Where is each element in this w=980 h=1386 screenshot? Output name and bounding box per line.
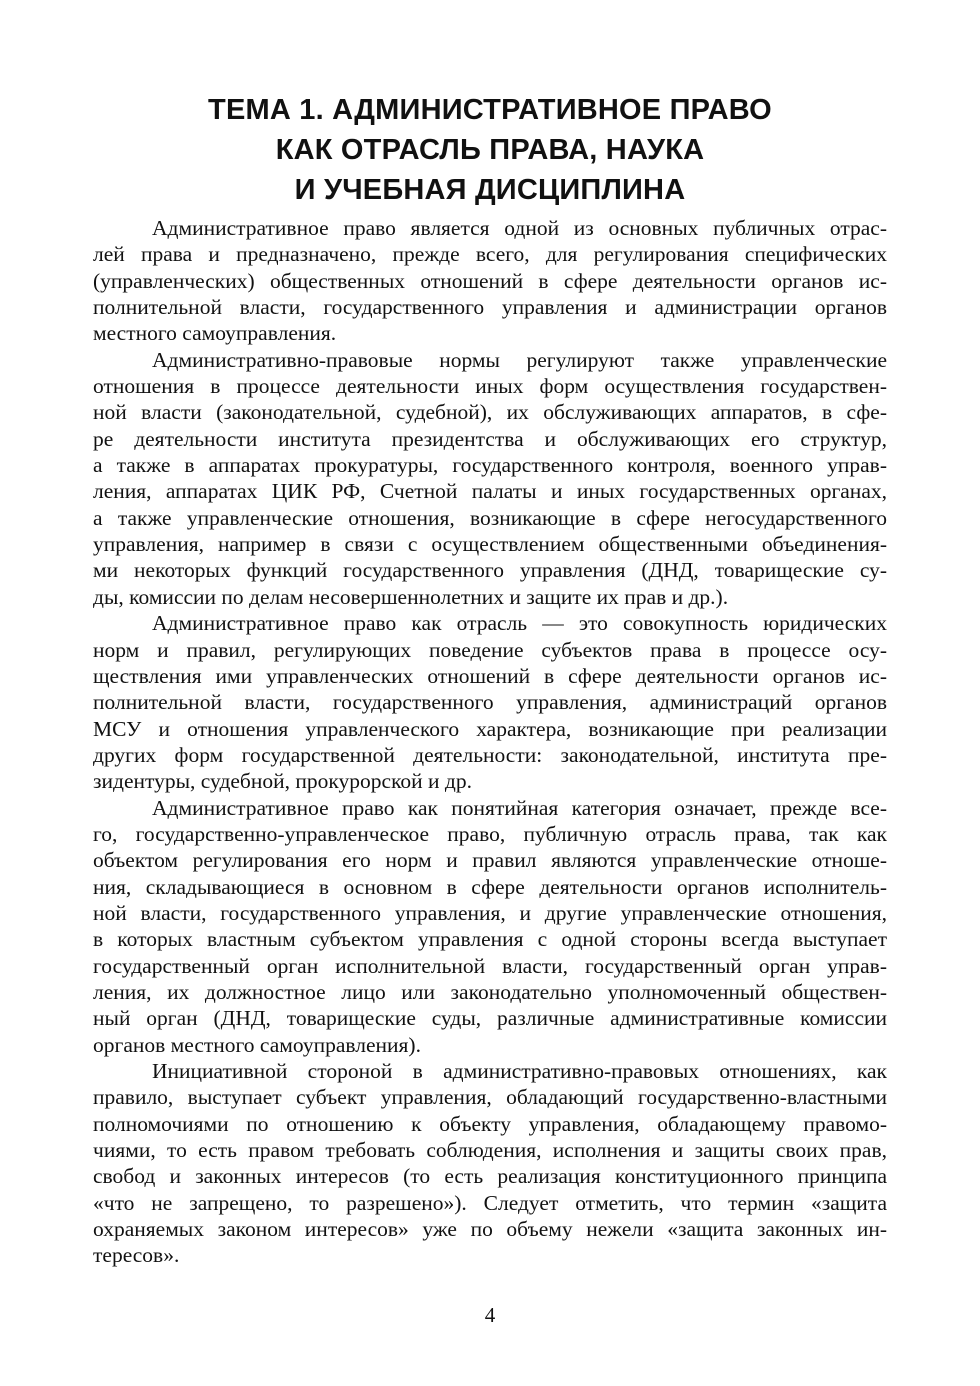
body-paragraph [93,610,887,794]
paragraph-line: Инициативной стороной в административно-правовых отношениях, как [152,1059,887,1083]
paragraph-line: полнительной власти, государственного управления и администрации органов [93,295,887,320]
paragraph-line: зидентуры, судебной, прокурорской и др. [93,769,473,794]
paragraph-line: ной власти (законодательной, судебной), их обслуживающих аппаратов, в сфе- [93,400,887,425]
paragraph-line: государственный орган исполнительной власти, государственный орган управ- [93,953,887,978]
paragraph-line: «что не запрещено, то разрешено»). Следует отметить, что термин «защита [93,1190,887,1215]
paragraph-line: в которых властным субъектом управления с одной стороны всегда выступает [93,927,887,952]
paragraph-line: а также в аппаратах прокуратуры, государственного контроля, военного управ- [93,453,887,478]
paragraph-line: ре деятельности института президентства и обслуживающих его структур, [93,426,887,451]
body-paragraph [93,215,887,347]
paragraph-line: полнительной власти, государственного управления, администраций органов [93,690,887,715]
paragraph-line: лей права и предназначено, прежде всего, для регулирования специфических [93,242,887,267]
paragraph-line: тересов». [93,1243,180,1268]
paragraph-line: Административное право как понятийная категория означает, прежде все- [152,795,887,820]
body-paragraph [93,1058,887,1269]
chapter-title-line: ТЕМА 1. АДМИНИСТРАТИВНОЕ ПРАВО [208,94,772,126]
body-text [93,215,887,1269]
paragraph-line: других форм государственной деятельности: законодательной, института пре- [93,742,887,767]
paragraph-line: полномочиями по отношению к объекту управления, обладающему правомо- [93,1111,887,1136]
chapter-title-line: И УЧЕБНАЯ ДИСЦИПЛИНА [294,174,686,206]
paragraph-line: чиями, то есть правом требовать соблюдения, исполнения и защиты своих прав, [93,1138,887,1163]
paragraph-line: (управленческих) общественных отношений в сфере деятельности органов ис- [93,268,887,293]
paragraph-line: отношения в процессе деятельности иных форм осуществления государствен- [93,374,887,399]
paragraph-line: МСУ и отношения управленческого характера, возникающие при реализации [93,716,887,741]
paragraph-line: а также управленческие отношения, возникающие в сфере негосударственного [93,505,887,530]
paragraph-line: ществления ими управленческих отношений в сфере деятельности органов ис- [93,663,887,688]
paragraph-line: ной власти, государственного управления, и другие управленческие отношения, [93,900,887,925]
paragraph-line: ления, аппаратах ЦИК РФ, Счетной палаты и иных государственных органах, [93,479,887,504]
paragraph-line: го, государственно-управленческое право, публичную отрасль права, так как [93,821,887,846]
paragraph-line: ми некоторых функций государственного управления (ДНД, товарищеские су- [93,558,887,583]
paragraph-line: Административное право является одной из основных публичных отрас- [152,216,887,240]
paragraph-line: Административно-правовые нормы регулируют также управленческие [152,347,887,372]
chapter-title-line: КАК ОТРАСЛЬ ПРАВА, НАУКА [275,134,705,166]
paragraph-line: ления, их должностное лицо или законодательно уполномоченный обществен- [93,979,887,1004]
body-paragraph [93,795,887,1058]
paragraph-line: ды, комиссии по делам несовершеннолетних и защите их прав и др.). [93,584,729,609]
paragraph-line: объектом регулирования его норм и правил являются управленческие отноше- [93,848,887,873]
paragraph-line: управления, например в связи с осуществлением общественными объединения- [93,532,887,557]
body-paragraph [93,347,887,610]
paragraph-line: ный орган (ДНД, товарищеские суды, различные административные комиссии [93,1006,887,1031]
paragraph-line: правило, выступает субъект управления, обладающий государственно-властными [93,1085,887,1110]
paragraph-line: охраняемых законом интересов» уже по объему нежели «защита законных ин- [93,1217,887,1242]
paragraph-line: Административное право как отрасль — это совокупность юридических [152,611,887,636]
chapter-title [93,90,887,210]
paragraph-line: ния, складывающиеся в основном в сфере деятельности органов исполнитель- [93,874,887,899]
paragraph-line: норм и правил, регулирующих поведение субъектов права в процессе осу- [93,637,887,662]
page-number: 4 [484,1303,496,1327]
paragraph-line: органов местного самоуправления). [93,1032,421,1057]
paragraph-line: свобод и законных интересов (то есть реализация конституционного принципа [93,1164,887,1189]
paragraph-line: местного самоуправления. [93,321,337,346]
